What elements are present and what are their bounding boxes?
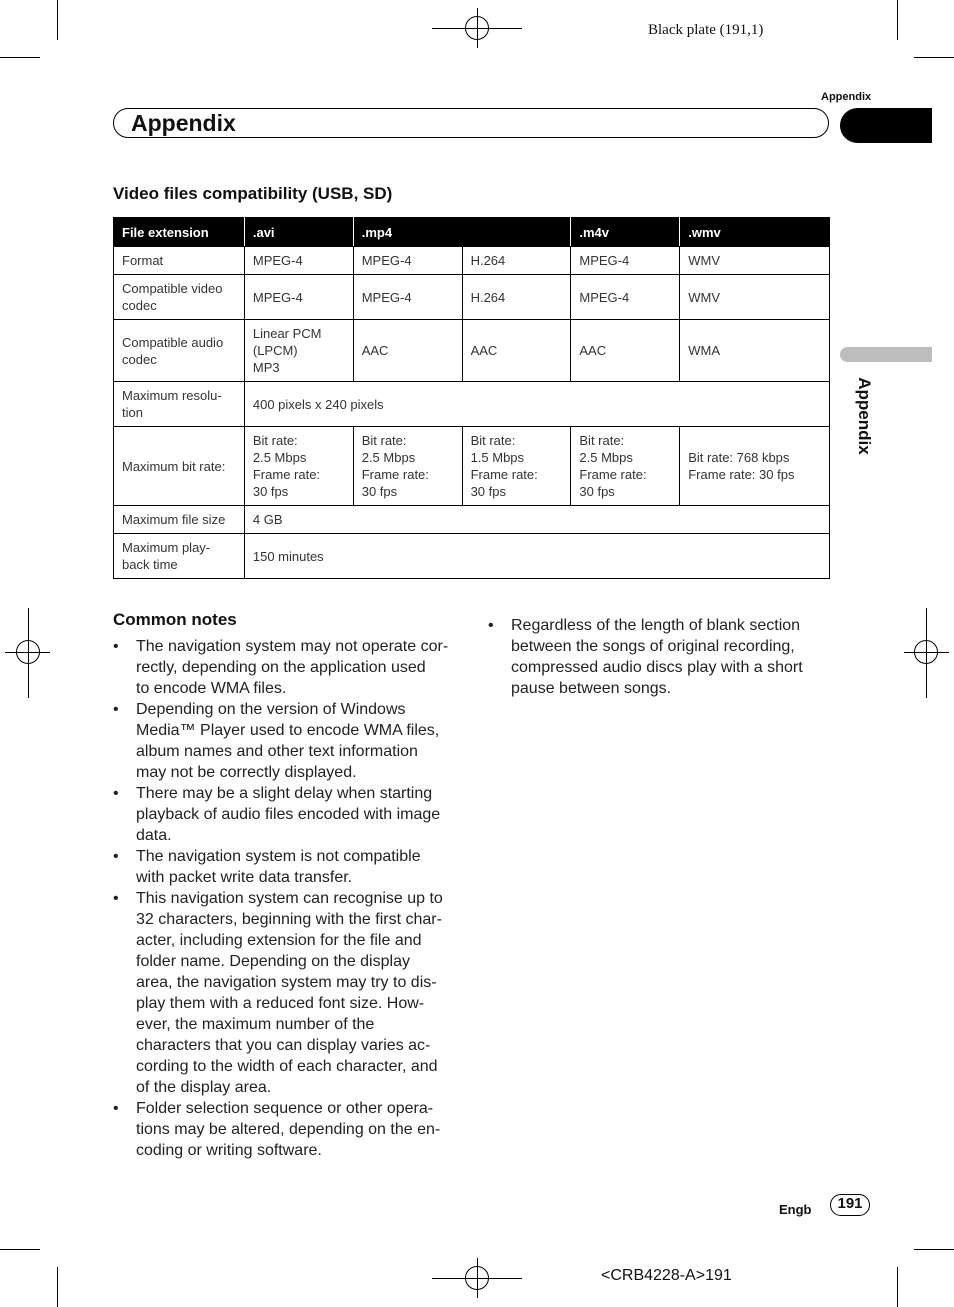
notes-title: Common notes <box>113 610 237 629</box>
list-item: • The navigation system may not operate cor- rectly, depending on the application used to encode WMA files. <box>113 636 463 699</box>
notes-list-left <box>113 636 463 1161</box>
table-row <box>114 506 830 534</box>
crop-mark <box>914 1249 954 1250</box>
page-title: Appendix <box>131 110 236 136</box>
table-cell: MPEG-4 <box>244 247 353 275</box>
crop-mark <box>0 57 40 58</box>
registration-mark <box>465 16 489 40</box>
table-cell: H.264 <box>462 275 571 320</box>
notes-list-right <box>488 615 828 699</box>
table-cell: Bit rate: 768 kbps Frame rate: 30 fps <box>680 427 830 506</box>
row-label: Maximum file size <box>114 506 245 534</box>
table-cell: 4 GB <box>244 506 829 534</box>
table-cell: MPEG-4 <box>353 247 462 275</box>
table-row <box>114 427 830 506</box>
row-label: Maximum resolu- tion <box>114 382 245 427</box>
row-label: Format <box>114 247 245 275</box>
page-number: 191 <box>830 1194 870 1216</box>
table-cell: Bit rate: 2.5 Mbps Frame rate: 30 fps <box>571 427 680 506</box>
table-row <box>114 382 830 427</box>
table-cell: Bit rate: 1.5 Mbps Frame rate: 30 fps <box>462 427 571 506</box>
table-row <box>114 534 830 579</box>
column-header: .mp4 <box>353 218 571 247</box>
list-item: • Depending on the version of Windows Media™ Player used to encode WMA files, album names and other text information may not be correctly displayed. <box>113 699 463 783</box>
table-cell: Linear PCM (LPCM) MP3 <box>244 320 353 382</box>
table-row <box>114 247 830 275</box>
section-title: Video files compatibility (USB, SD) <box>113 184 393 203</box>
crop-mark <box>0 1249 40 1250</box>
table-cell: Bit rate: 2.5 Mbps Frame rate: 30 fps <box>353 427 462 506</box>
table-cell: MPEG-4 <box>353 275 462 320</box>
column-header: .m4v <box>571 218 680 247</box>
column-header: .avi <box>244 218 353 247</box>
side-tab <box>840 347 932 362</box>
list-item: • This navigation system can recognise up to 32 characters, beginning with the first char- acter, including extension for the file and folder name. Depending on the display area, the navigation system may try to dis- play them with a reduced font size. How- ever, the maximum number of the characters that you can display varies ac- cording to the width of each character, and of the display area. <box>113 888 463 1098</box>
registration-mark <box>465 1266 489 1290</box>
crop-mark <box>914 57 954 58</box>
running-title: Appendix <box>821 91 872 103</box>
table-cell: MPEG-4 <box>571 247 680 275</box>
table-row <box>114 320 830 382</box>
row-label: Compatible video codec <box>114 275 245 320</box>
crop-mark <box>897 1267 898 1307</box>
table-row <box>114 275 830 320</box>
registration-mark <box>914 640 938 664</box>
table-cell: WMA <box>680 320 830 382</box>
table-cell: AAC <box>353 320 462 382</box>
table-cell: Bit rate: 2.5 Mbps Frame rate: 30 fps <box>244 427 353 506</box>
row-label: Maximum bit rate: <box>114 427 245 506</box>
list-item: • There may be a slight delay when starting playback of audio files encoded with image data. <box>113 783 463 846</box>
chapter-banner <box>113 108 829 138</box>
table-header-row <box>114 218 830 247</box>
table-cell: WMV <box>680 275 830 320</box>
table-cell: MPEG-4 <box>571 275 680 320</box>
crop-mark <box>897 0 898 40</box>
compatibility-table <box>113 217 830 579</box>
table-cell: H.264 <box>462 247 571 275</box>
table-cell: 400 pixels x 240 pixels <box>244 382 829 427</box>
registration-mark <box>16 640 40 664</box>
chapter-tab <box>840 108 932 143</box>
plate-label: Black plate (191,1) <box>648 22 764 38</box>
language-label: Engb <box>779 1202 812 1217</box>
crop-mark <box>57 1267 58 1307</box>
list-item: • The navigation system is not compatible with packet write data transfer. <box>113 846 463 888</box>
table-cell: MPEG-4 <box>244 275 353 320</box>
table-cell: AAC <box>571 320 680 382</box>
column-header: .wmv <box>680 218 830 247</box>
document-code: <CRB4228-A>191 <box>601 1267 732 1284</box>
crop-mark <box>57 0 58 40</box>
list-item: • Folder selection sequence or other opera- tions may be altered, depending on the en- coding or writing software. <box>113 1098 463 1161</box>
table-cell: 150 minutes <box>244 534 829 579</box>
row-label: Compatible audio codec <box>114 320 245 382</box>
side-tab-label: Appendix <box>855 377 874 455</box>
table-cell: AAC <box>462 320 571 382</box>
column-header: File extension <box>114 218 245 247</box>
list-item: • Regardless of the length of blank section between the songs of original recording, compressed audio discs play with a short pause between songs. <box>488 615 828 699</box>
row-label: Maximum play- back time <box>114 534 245 579</box>
table-cell: WMV <box>680 247 830 275</box>
